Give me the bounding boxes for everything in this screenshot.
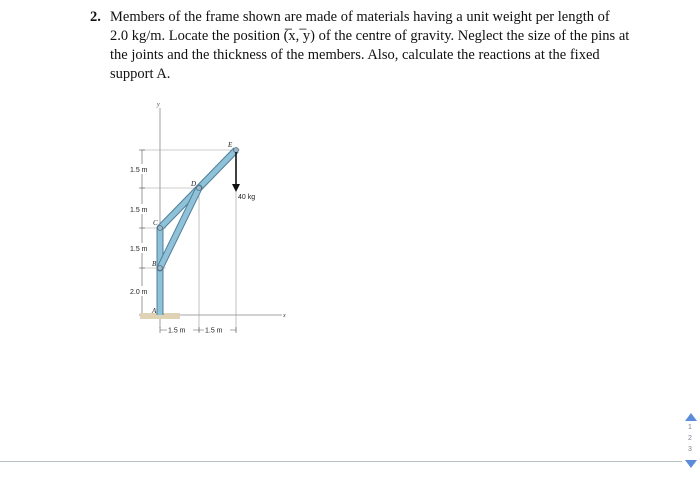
load-arrow-icon (232, 184, 240, 192)
page-down-icon[interactable] (685, 460, 697, 468)
vertical-dim-2: 1.5 m (130, 207, 148, 214)
label-c: C (153, 219, 158, 227)
page-link-1[interactable]: 1 (688, 424, 692, 431)
horizontal-dim-2: 1.5 m (205, 327, 223, 335)
page-link-3[interactable]: 3 (688, 446, 692, 453)
vertical-dim-1: 1.5 m (130, 167, 148, 174)
problem-statement (90, 8, 650, 84)
frame-figure (120, 100, 300, 350)
page-navigator (684, 413, 698, 473)
x-axis-label: x (283, 313, 286, 319)
problem-line-4: support A. (110, 66, 171, 82)
horizontal-dim-1: 1.5 m (168, 327, 186, 335)
label-d: D (191, 180, 197, 188)
pin-e (234, 148, 239, 153)
page-link-2[interactable]: 2 (688, 435, 692, 442)
bottom-divider (0, 461, 682, 462)
pin-b (158, 266, 163, 271)
page-up-icon[interactable] (685, 413, 697, 421)
vertical-dim-4: 2.0 m (130, 289, 148, 296)
label-a: A (152, 307, 157, 315)
pin-c (158, 226, 163, 231)
label-e: E (228, 141, 233, 149)
problem-number: 2. (90, 9, 101, 25)
load-label: 40 kg (238, 194, 256, 201)
member-abcde (160, 150, 236, 315)
member-abcde-outline (160, 150, 236, 315)
problem-line-2: 2.0 kg/m. Locate the position (̅x, ̅y) of the centre of gravity. Neglect the size of the pins at (110, 28, 630, 44)
problem-text (110, 8, 650, 84)
frame-diagram (120, 100, 300, 350)
problem-line-1: Members of the frame shown are made of materials having a unit weight per length of (110, 9, 610, 25)
problem-line-3: the joints and the thickness of the members. Also, calculate the reactions at the fixed (110, 47, 600, 63)
y-axis-label: y (157, 102, 160, 108)
pin-d (197, 186, 202, 191)
vertical-dim-3: 1.5 m (130, 246, 148, 253)
label-b: B (152, 260, 157, 268)
